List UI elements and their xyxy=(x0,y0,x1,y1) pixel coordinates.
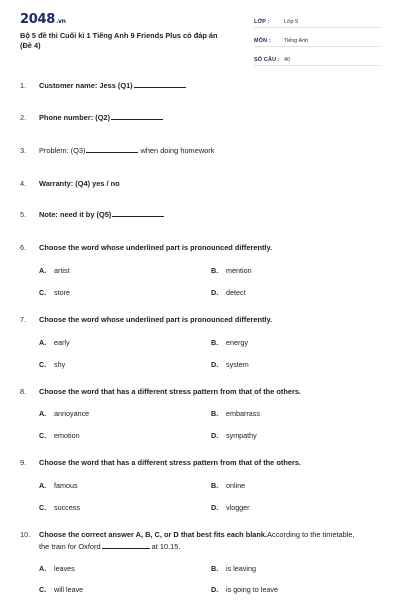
question-text: Warranty: (Q4) yes / no xyxy=(39,179,120,188)
option-a[interactable]: A. famous xyxy=(39,481,78,490)
question-text: Note: need it by (Q5) xyxy=(39,210,112,219)
answer-blank[interactable] xyxy=(111,112,163,120)
option-b[interactable]: B. is leaving xyxy=(211,564,256,573)
question-text: Problem: (Q3) xyxy=(39,146,86,155)
question-8 xyxy=(20,386,380,398)
option-c[interactable]: C. shy xyxy=(39,360,66,369)
option-c[interactable]: C. will leave xyxy=(39,585,84,594)
option-a[interactable]: A. leaves xyxy=(39,564,75,573)
question-5 xyxy=(20,209,380,221)
question-text: Phone number: (Q2) xyxy=(39,113,111,122)
answer-blank[interactable] xyxy=(112,209,164,217)
question-number: 9. xyxy=(20,458,27,467)
question-4 xyxy=(20,178,380,190)
question-text: Choose the word that has a different stress pattern from that of the others. xyxy=(39,387,301,396)
meta-value: Tiếng Anh xyxy=(284,38,309,44)
option-b[interactable]: B. online xyxy=(211,481,246,490)
option-b[interactable]: B. mention xyxy=(211,266,252,275)
meta-value: Lớp 9 xyxy=(284,19,299,25)
question-number: 1. xyxy=(20,81,27,90)
question-2 xyxy=(20,112,380,124)
option-d[interactable]: D. detect xyxy=(211,288,246,297)
option-a[interactable]: A. artist xyxy=(39,266,70,275)
question-text: Choose the correct answer A, B, C, or D that best fits each blank. xyxy=(39,530,268,539)
option-d[interactable]: D. is going to leave xyxy=(211,585,278,594)
option-c[interactable]: C. success xyxy=(39,503,80,512)
question-number: 6. xyxy=(20,243,27,252)
document-header xyxy=(0,0,400,70)
question-9 xyxy=(20,457,380,469)
answer-blank[interactable] xyxy=(86,145,138,153)
question-number: 3. xyxy=(20,146,27,155)
option-d[interactable]: D. system xyxy=(211,360,249,369)
question-10 xyxy=(20,529,380,553)
question-number: 5. xyxy=(20,210,27,219)
option-c[interactable]: C. emotion xyxy=(39,431,80,440)
question-text: Choose the word whose underlined part is pronounced differently. xyxy=(39,243,273,252)
question-number: 7. xyxy=(20,315,27,324)
option-c[interactable]: C. store xyxy=(39,288,70,297)
question-number: 10. xyxy=(20,530,31,539)
meta-row-subject xyxy=(254,35,380,47)
question-6 xyxy=(20,242,380,254)
question-text: Customer name: Jess (Q1) xyxy=(39,81,133,90)
logo-main: 2048 xyxy=(20,12,55,27)
question-3 xyxy=(20,145,380,157)
option-b[interactable]: B. energy xyxy=(211,338,248,347)
question-number: 4. xyxy=(20,179,27,188)
question-1 xyxy=(20,80,380,92)
question-7 xyxy=(20,314,380,326)
option-b[interactable]: B. embarrass xyxy=(211,409,260,418)
option-a[interactable]: A. annoyance xyxy=(39,409,90,418)
question-number: 2. xyxy=(20,113,27,122)
question-text-line2-end: at 10.15. xyxy=(149,542,181,551)
question-text-after: when doing homework xyxy=(138,146,215,155)
meta-value: 40 xyxy=(284,57,290,63)
meta-row-class xyxy=(254,16,380,28)
question-text: Choose the word whose underlined part is pronounced differently. xyxy=(39,315,273,324)
question-text-line2: the train for Oxford xyxy=(39,542,101,551)
answer-blank[interactable] xyxy=(102,541,150,549)
option-a[interactable]: A. early xyxy=(39,338,70,347)
question-number: 8. xyxy=(20,387,27,396)
meta-key: LỚP : xyxy=(254,19,270,25)
option-d[interactable]: D. sympathy xyxy=(211,431,257,440)
question-text: Choose the word that has a different stress pattern from that of the others. xyxy=(39,458,301,467)
meta-row-count xyxy=(254,54,380,66)
site-logo[interactable] xyxy=(20,12,66,27)
document-title: Bộ 5 đề thi Cuối kì 1 Tiếng Anh 9 Friends Plus có đáp án (Đề 4) xyxy=(20,31,218,50)
answer-blank[interactable] xyxy=(134,80,186,88)
logo-suffix: .vn xyxy=(55,18,66,25)
meta-key: MÔN : xyxy=(254,38,271,44)
question-text-rest: According to the timetable, xyxy=(267,530,355,539)
meta-key: SỐ CÂU : xyxy=(254,57,280,63)
exam-meta xyxy=(254,16,380,73)
option-d[interactable]: D. vlogger xyxy=(211,503,250,512)
